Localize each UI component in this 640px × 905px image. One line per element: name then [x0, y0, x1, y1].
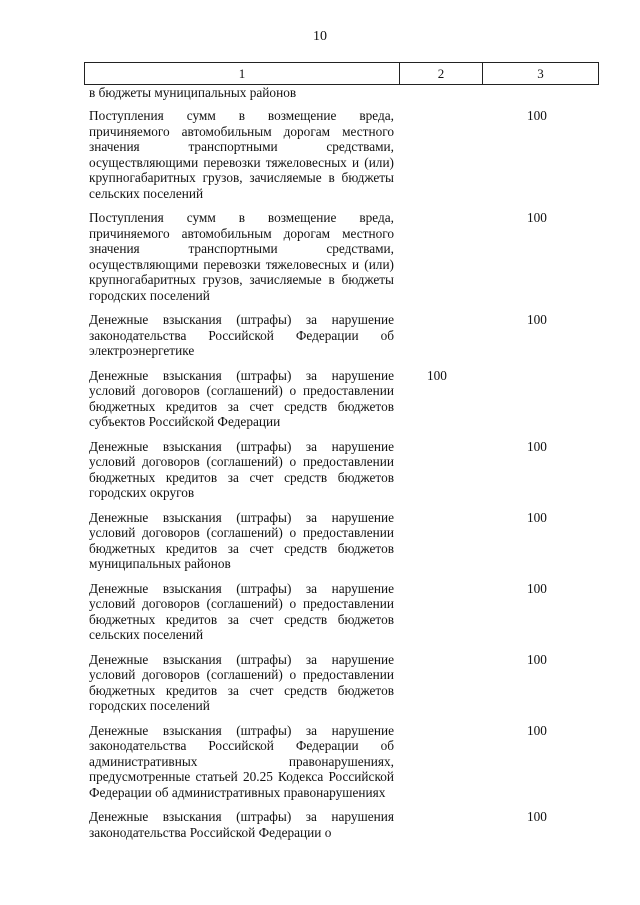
column-header-1: 1	[85, 63, 400, 84]
row-description: Поступления сумм в возмещение вреда, причиняемого автомобильным дорогам местного значения транспортными средствами, осуществляющими перевозки тяжеловесных и (или) крупногабаритных грузов, зачисляемые в бюджеты городских поселений	[89, 210, 394, 303]
table-row	[89, 108, 599, 201]
row-value-col3: 100	[527, 108, 547, 123]
row-value-col3: 100	[527, 438, 547, 454]
row-description: Денежные взыскания (штрафы) за нарушение условий договоров (соглашений) о предоставлении бюджетных кредитов за счет средств бюджетов субъектов Российской Федерации	[89, 367, 394, 429]
table-row	[89, 581, 599, 643]
table-row	[89, 439, 599, 501]
row-value-col3: 100	[527, 651, 547, 667]
continuation-text: в бюджеты муниципальных районов	[89, 85, 297, 100]
row-value-col3: 100	[527, 312, 547, 327]
row-value-col3: 100	[527, 722, 547, 738]
table-row	[89, 809, 599, 840]
table-row	[89, 368, 599, 430]
row-value-col2: 100	[427, 367, 447, 383]
table-row	[89, 723, 599, 801]
table-row	[89, 510, 599, 572]
table-row	[89, 210, 599, 303]
table-row	[89, 652, 599, 714]
row-description: Денежные взыскания (штрафы) за нарушение условий договоров (соглашений) о предоставлении бюджетных кредитов за счет средств бюджетов городских поселений	[89, 651, 394, 713]
row-value-col3: 100	[527, 509, 547, 525]
page-number: 10	[313, 29, 327, 44]
column-header-2: 2	[400, 63, 483, 84]
row-description: Денежные взыскания (штрафы) за нарушение условий договоров (соглашений) о предоставлении бюджетных кредитов за счет средств бюджетов муниципальных районов	[89, 509, 394, 571]
row-description: Денежные взыскания (штрафы) за нарушение условий договоров (соглашений) о предоставлении бюджетных кредитов за счет средств бюджетов сельских поселений	[89, 580, 394, 642]
row-value-col3: 100	[527, 580, 547, 596]
table-header	[84, 62, 599, 85]
row-description: Денежные взыскания (штрафы) за нарушения законодательства Российской Федерации о	[89, 809, 394, 840]
table-body	[89, 108, 599, 840]
row-description: Поступления сумм в возмещение вреда, причиняемого автомобильным дорогам местного значения транспортными средствами, осуществляющими перевозки тяжеловесных и (или) крупногабаритных грузов, зачисляемые в бюджеты сельских поселений	[89, 108, 394, 201]
column-header-3: 3	[537, 66, 544, 81]
row-description: Денежные взыскания (штрафы) за нарушение условий договоров (соглашений) о предоставлении бюджетных кредитов за счет средств бюджетов городских округов	[89, 438, 394, 500]
row-description: Денежные взыскания (штрафы) за нарушение законодательства Российской Федерации об административных правонарушениях, предусмотренные статьей 20.25 Кодекса Российской Федерации об административных правонарушениях	[89, 722, 394, 800]
table-row	[89, 312, 599, 359]
row-description: Денежные взыскания (штрафы) за нарушение законодательства Российской Федерации об электроэнергетике	[89, 312, 394, 358]
row-value-col3: 100	[527, 210, 547, 225]
row-value-col3: 100	[527, 809, 547, 824]
